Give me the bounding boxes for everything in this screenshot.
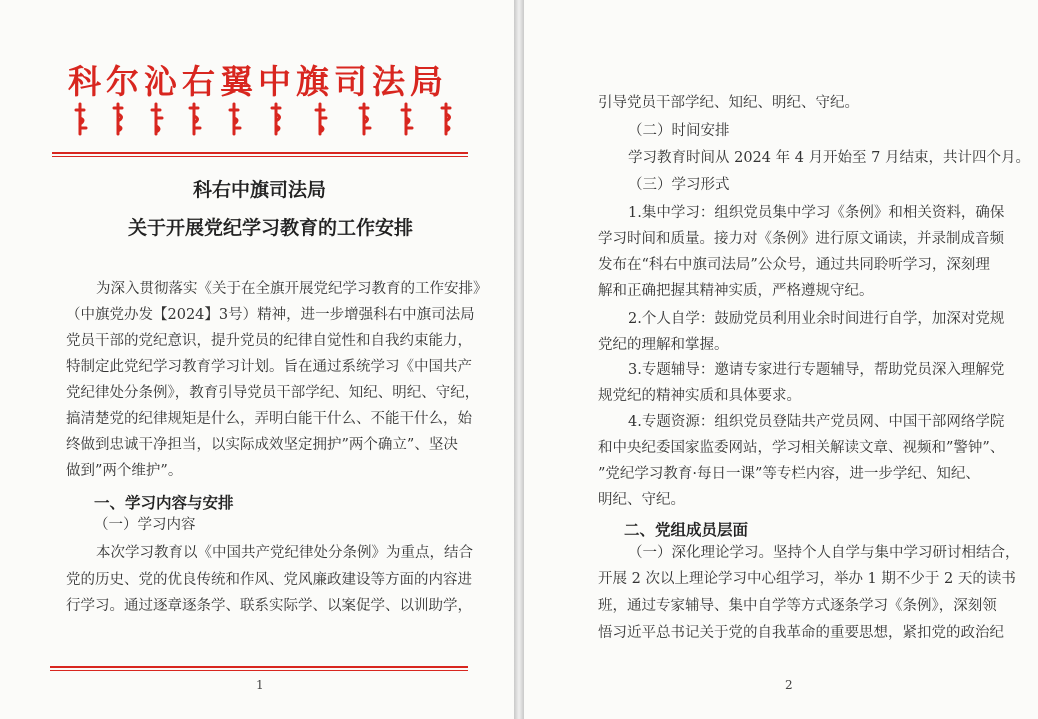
red-rule-bottom-thin	[50, 670, 468, 671]
bottom-line: （一）深化理论学习。坚持个人自学与集中学习研讨相结合，	[628, 545, 1020, 561]
subsection-heading: （一）学习内容	[94, 517, 196, 533]
intro-line: 终做到忠诚干净担当，以实际成效坚定拥护”两个确立”、坚决	[66, 437, 458, 453]
intro-line: 为深入贯彻落实《关于在全旗开展党纪学习教育的工作安排》	[96, 281, 488, 297]
content-line: 党的历史、党的优良传统和作风、党风廉政建设等方面的内容进	[66, 572, 472, 588]
form-line: 4.专题资源：组织党员登陆共产党员网、中国干部网络学院	[628, 414, 1005, 430]
form-line: 发布在“科右中旗司法局”公众号，通过共同聆听学习，深刻理	[598, 257, 990, 273]
form-line: 2.个人自学：鼓励党员利用业余时间进行自学，加深对党规	[628, 311, 1005, 327]
red-rule-bottom	[50, 666, 468, 668]
intro-line: （中旗党办发【2024】3号）精神，进一步增强科右中旗司法局	[66, 307, 475, 323]
form-line: 和中央纪委国家监委网站，学习相关解读文章、视频和”警钟”、	[598, 440, 1005, 456]
page-number: 1	[256, 678, 264, 692]
text-line: 学习教育时间从 2024 年 4 月开始至 7 月结束，共计四个月。	[628, 150, 1031, 166]
form-line: 党纪的理解和掌握。	[598, 337, 729, 353]
document-title-line-1: 科右中旗司法局	[193, 179, 327, 201]
section-heading-2: 二、党组成员层面	[624, 520, 749, 539]
intro-line: 党纪律处分条例》，教育引导党员干部学纪、知纪、明纪、守纪，	[66, 385, 480, 401]
mongolian-script-seal	[70, 100, 460, 138]
document-page-1	[0, 0, 514, 719]
intro-line: 特制定此党纪学习教育学习计划。旨在通过系统学习《中国共产	[66, 359, 472, 375]
red-rule-top	[52, 152, 468, 154]
form-line: 学习时间和质量。接力对《条例》进行原文诵读，并录制成音频	[598, 231, 1004, 247]
letterhead-title: 科尔沁右翼中旗司法局	[68, 62, 448, 101]
intro-line: 党员干部的党纪意识，提升党员的纪律自觉性和自我约束能力，	[66, 333, 472, 349]
form-line: 解和正确把握其精神实质，严格遵规守纪。	[598, 283, 874, 299]
form-line: 1.集中学习：组织党员集中学习《条例》和相关资料，确保	[628, 205, 1005, 221]
subsection-heading: （二）时间安排	[628, 123, 730, 139]
content-line: 行学习。通过逐章逐条学、联系实际学、以案促学、以训助学，	[66, 598, 472, 614]
text-line: 引导党员干部学纪、知纪、明纪、守纪。	[598, 95, 859, 111]
bottom-line: 悟习近平总书记关于党的自我革命的重要思想，紧扣党的政治纪	[598, 625, 1004, 641]
content-line: 本次学习教育以《中国共产党纪律处分条例》为重点，结合	[96, 545, 473, 561]
red-rule-top-thin	[52, 156, 468, 157]
document-page-2	[524, 0, 1038, 719]
document-title-line-2: 关于开展党纪学习教育的工作安排	[128, 217, 414, 239]
page-gutter	[514, 0, 524, 719]
intro-line: 做到”两个维护”。	[66, 463, 183, 479]
form-line: 3.专题辅导：邀请专家进行专题辅导，帮助党员深入理解党	[628, 362, 1005, 378]
form-line: ”党纪学习教育·每日一课”等专栏内容，进一步学纪、知纪、	[598, 466, 980, 482]
bottom-line: 开展 2 次以上理论学习中心组学习，举办 1 期不少于 2 天的读书	[598, 571, 1016, 587]
form-line: 规党纪的精神实质和具体要求。	[598, 388, 801, 404]
subsection-heading: （三）学习形式	[628, 177, 730, 193]
intro-line: 搞清楚党的纪律规矩是什么，弄明白能干什么、不能干什么，始	[66, 411, 472, 427]
section-heading-1: 一、学习内容与安排	[94, 493, 234, 512]
form-line: 明纪、守纪。	[598, 492, 685, 508]
page-number: 2	[785, 678, 793, 692]
bottom-line: 班，通过专家辅导、集中自学等方式逐条学习《条例》，深刻领	[598, 598, 997, 614]
